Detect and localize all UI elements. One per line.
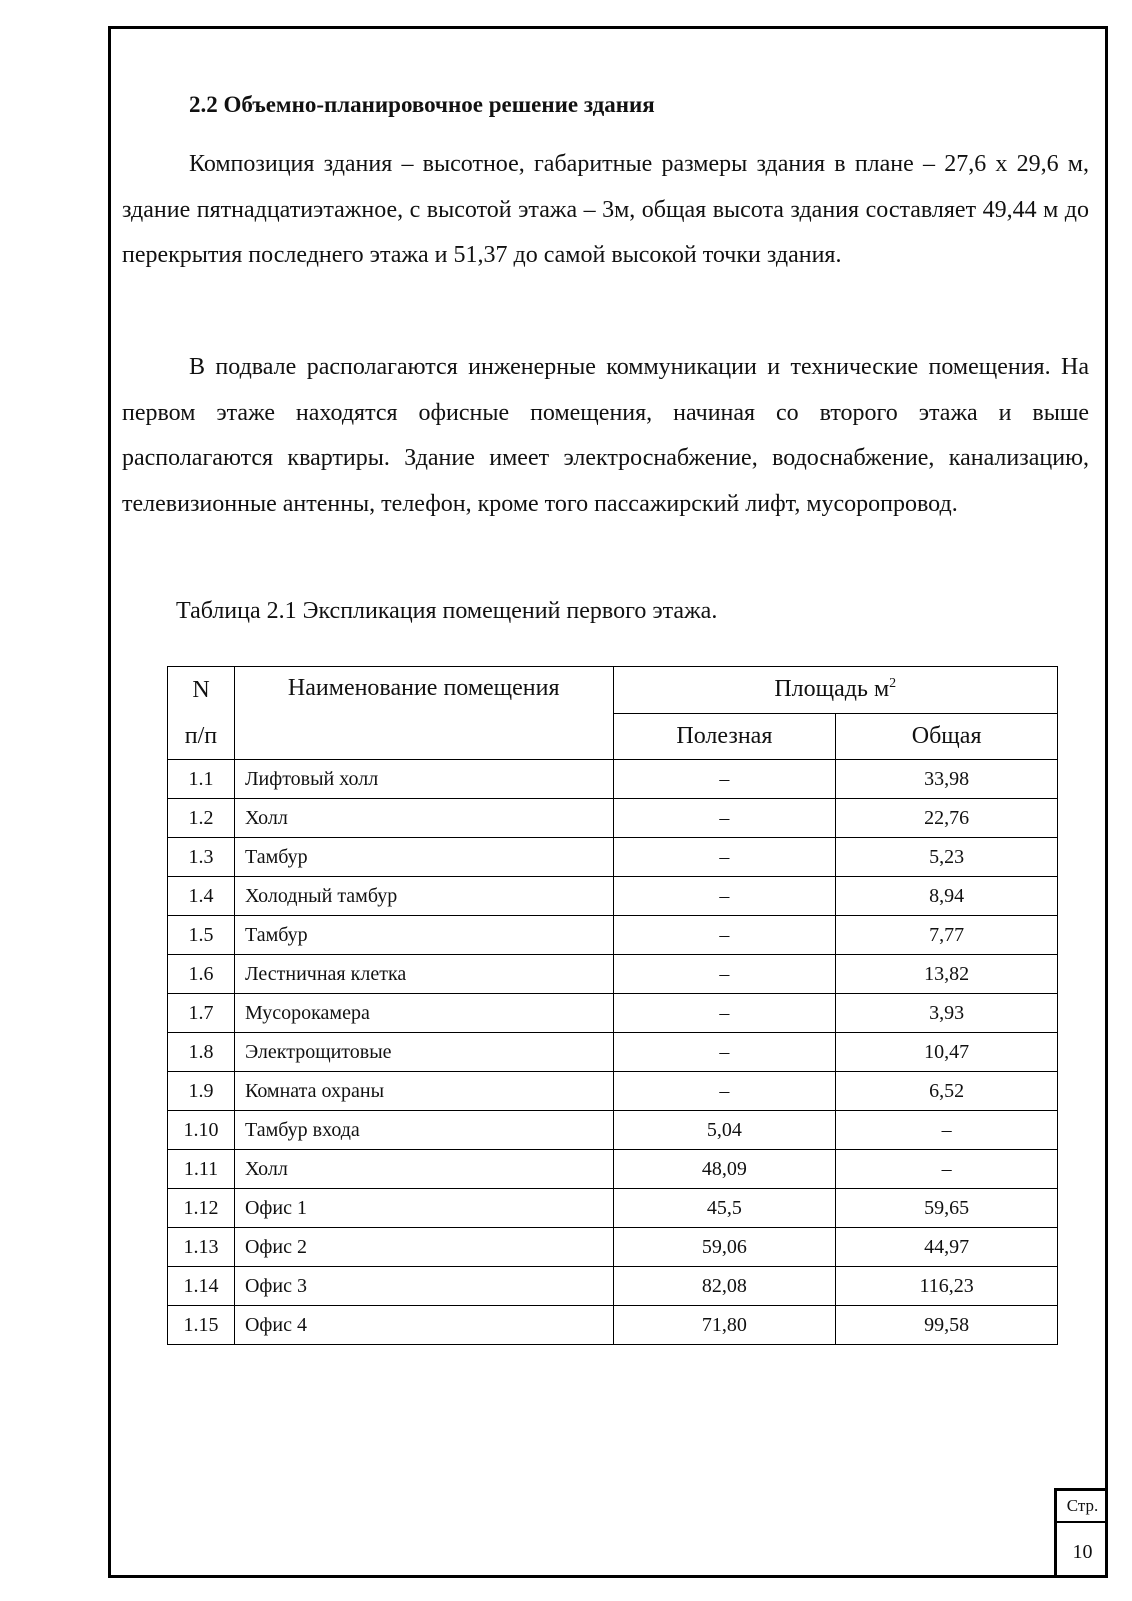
header-number [168, 667, 235, 760]
row-total-area: 59,65 [836, 1189, 1058, 1228]
table-row [168, 994, 1058, 1033]
table-body [168, 760, 1058, 1345]
row-useful-area: 71,80 [613, 1306, 836, 1345]
header-number-n: N [192, 677, 210, 703]
row-total-area: – [836, 1150, 1058, 1189]
table-caption: Таблица 2.1 Экспликация помещений первого этажа. [176, 598, 718, 624]
row-number: 1.2 [168, 799, 235, 838]
row-number: 1.4 [168, 877, 235, 916]
row-number: 1.10 [168, 1111, 235, 1150]
header-useful: Полезная [613, 713, 836, 760]
row-total-area: 8,94 [836, 877, 1058, 916]
row-useful-area: – [613, 994, 836, 1033]
row-useful-area: 5,04 [613, 1111, 836, 1150]
header-area [613, 667, 1058, 714]
row-useful-area: – [613, 916, 836, 955]
row-total-area: 3,93 [836, 994, 1058, 1033]
page-number-stamp [1054, 1488, 1108, 1578]
row-number: 1.15 [168, 1306, 235, 1345]
row-room-name: Офис 4 [234, 1306, 613, 1345]
row-total-area: 5,23 [836, 838, 1058, 877]
row-useful-area: 59,06 [613, 1228, 836, 1267]
table-row [168, 1189, 1058, 1228]
row-room-name: Тамбур [234, 916, 613, 955]
row-room-name: Электрощитовые [234, 1033, 613, 1072]
row-useful-area: – [613, 760, 836, 799]
row-useful-area: – [613, 1072, 836, 1111]
row-room-name: Офис 1 [234, 1189, 613, 1228]
row-room-name: Офис 3 [234, 1267, 613, 1306]
row-total-area: 13,82 [836, 955, 1058, 994]
header-total: Общая [836, 713, 1058, 760]
row-total-area: 22,76 [836, 799, 1058, 838]
row-number: 1.3 [168, 838, 235, 877]
row-useful-area: – [613, 799, 836, 838]
row-useful-area: – [613, 1033, 836, 1072]
row-number: 1.14 [168, 1267, 235, 1306]
table-row [168, 1306, 1058, 1345]
paragraph-composition: Композиция здания – высотное, габаритные размеры здания в плане – 27,6 х 29,6 м, здание пятнадцатиэтажное, с высотой этажа – 3м, общая высота здания составляет 49,44 м до перекрытия последнего этажа и 51,37 до самой высокой точки здания. [122, 151, 1089, 268]
table-row [168, 916, 1058, 955]
row-room-name: Холл [234, 1150, 613, 1189]
row-number: 1.7 [168, 994, 235, 1033]
row-useful-area: – [613, 838, 836, 877]
table-row [168, 1150, 1058, 1189]
row-number: 1.11 [168, 1150, 235, 1189]
table-row [168, 1228, 1058, 1267]
row-room-name: Комната охраны [234, 1072, 613, 1111]
row-room-name: Офис 2 [234, 1228, 613, 1267]
row-room-name: Лестничная клетка [234, 955, 613, 994]
explication-table [167, 666, 1058, 1345]
row-number: 1.13 [168, 1228, 235, 1267]
row-number: 1.8 [168, 1033, 235, 1072]
header-number-pp: п/п [184, 723, 218, 749]
row-total-area: – [836, 1111, 1058, 1150]
row-number: 1.5 [168, 916, 235, 955]
paragraph-utilities: В подвале располагаются инженерные коммуникации и технические помещения. На первом этаже находятся офисные помещения, начиная со второго этажа и выше располагаются квартиры. Здание имеет электроснабжение, водоснабжение, канализацию, телевизионные антенны, телефон, кроме того пассажирский лифт, мусоропровод. [122, 354, 1089, 517]
row-total-area: 10,47 [836, 1033, 1058, 1072]
table-row [168, 838, 1058, 877]
row-total-area: 7,77 [836, 916, 1058, 955]
row-room-name: Холодный тамбур [234, 877, 613, 916]
table-row [168, 1267, 1058, 1306]
row-number: 1.12 [168, 1189, 235, 1228]
row-total-area: 44,97 [836, 1228, 1058, 1267]
table-row [168, 799, 1058, 838]
row-number: 1.1 [168, 760, 235, 799]
row-useful-area: – [613, 877, 836, 916]
row-room-name: Лифтовый холл [234, 760, 613, 799]
row-useful-area: 45,5 [613, 1189, 836, 1228]
row-total-area: 33,98 [836, 760, 1058, 799]
table-row [168, 955, 1058, 994]
section-heading: 2.2 Объемно-планировочное решение здания [189, 92, 655, 117]
row-total-area: 116,23 [836, 1267, 1058, 1306]
row-room-name: Холл [234, 799, 613, 838]
row-room-name: Мусорокамера [234, 994, 613, 1033]
table-row [168, 1111, 1058, 1150]
row-useful-area: – [613, 955, 836, 994]
page-label: Стр. [1057, 1491, 1108, 1523]
header-area-label: Площадь м [774, 676, 890, 703]
table-row [168, 1033, 1058, 1072]
page-number: 10 [1072, 1541, 1093, 1563]
table-row [168, 1072, 1058, 1111]
table-row [168, 760, 1058, 799]
row-number: 1.6 [168, 955, 235, 994]
table-row [168, 877, 1058, 916]
row-useful-area: 48,09 [613, 1150, 836, 1189]
row-useful-area: 82,08 [613, 1267, 836, 1306]
row-total-area: 99,58 [836, 1306, 1058, 1345]
table-header-row [168, 667, 1058, 714]
row-room-name: Тамбур входа [234, 1111, 613, 1150]
row-room-name: Тамбур [234, 838, 613, 877]
row-total-area: 6,52 [836, 1072, 1058, 1111]
header-room-name: Наименование помещения [234, 667, 613, 760]
header-area-sup: 2 [889, 676, 897, 692]
row-number: 1.9 [168, 1072, 235, 1111]
